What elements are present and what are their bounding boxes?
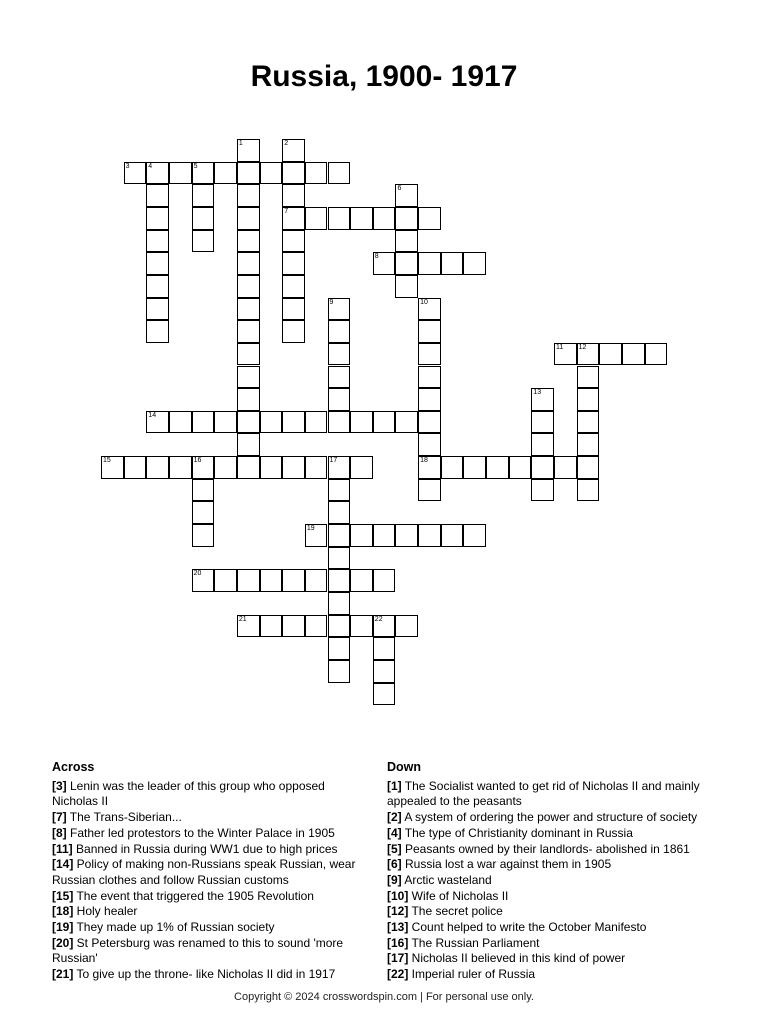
grid-cell[interactable]	[531, 388, 554, 411]
across-clue	[52, 889, 372, 905]
clue-number: [16]	[387, 935, 409, 950]
grid-cell[interactable]	[237, 139, 260, 162]
clue-text: The type of Christianity dominant in Russia	[401, 825, 633, 840]
grid-cell[interactable]	[373, 411, 396, 434]
grid-cell[interactable]	[350, 456, 373, 479]
cell-number: 16	[193, 457, 202, 465]
grid-cell[interactable]	[645, 343, 668, 366]
clue-number: [7]	[52, 810, 67, 825]
clue-text: They made up 1% of Russian society	[73, 920, 275, 935]
down-heading: Down	[387, 760, 422, 774]
grid-cell[interactable]	[237, 615, 260, 638]
grid-cell[interactable]	[169, 411, 192, 434]
grid-cell[interactable]	[237, 230, 260, 253]
grid-cell[interactable]	[554, 343, 577, 366]
cell-number: 15	[103, 457, 111, 465]
grid-cell[interactable]	[328, 615, 351, 638]
down-clue	[387, 904, 717, 920]
grid-cell[interactable]	[328, 456, 351, 479]
grid-cell[interactable]	[373, 637, 396, 660]
grid-cell[interactable]	[305, 524, 328, 547]
grid-cell[interactable]	[192, 524, 215, 547]
cell-number: 10	[420, 298, 428, 306]
grid-cell[interactable]	[237, 320, 260, 343]
grid-cell[interactable]	[328, 320, 351, 343]
grid-cell[interactable]	[486, 456, 509, 479]
grid-cell[interactable]	[395, 230, 418, 253]
grid-cell[interactable]	[328, 298, 351, 321]
grid-cell[interactable]	[577, 433, 600, 456]
grid-cell[interactable]	[328, 388, 351, 411]
clue-number: [20]	[52, 935, 74, 950]
grid-cell[interactable]	[441, 456, 464, 479]
grid-cell[interactable]	[328, 366, 351, 389]
grid-cell[interactable]	[260, 411, 283, 434]
grid-cell[interactable]	[124, 456, 147, 479]
grid-cell[interactable]	[146, 230, 169, 253]
grid-cell[interactable]	[146, 162, 169, 185]
grid-cell[interactable]	[395, 615, 418, 638]
grid-cell[interactable]	[328, 660, 351, 683]
grid-cell[interactable]	[146, 456, 169, 479]
grid-cell[interactable]	[282, 139, 305, 162]
clue-number: [10]	[387, 888, 409, 903]
clue-number: [12]	[387, 904, 409, 919]
clue-text: The secret police	[408, 904, 503, 919]
cell-number: 14	[148, 411, 157, 419]
cell-number: 21	[238, 615, 247, 623]
grid-cell[interactable]	[192, 501, 215, 524]
grid-cell[interactable]	[577, 456, 600, 479]
down-clue	[387, 967, 717, 983]
grid-cell[interactable]	[350, 524, 373, 547]
copyright-footer: Copyright © 2024 crosswordspin.com | For personal use only.	[234, 991, 534, 1003]
cell-number: 17	[329, 457, 338, 465]
down-clue	[387, 920, 717, 936]
grid-cell[interactable]	[146, 207, 169, 230]
clue-number: [11]	[52, 841, 73, 856]
clue-number: [17]	[387, 951, 409, 966]
grid-cell[interactable]	[237, 207, 260, 230]
cell-number: 20	[193, 570, 202, 578]
grid-cell[interactable]	[577, 388, 600, 411]
grid-cell[interactable]	[577, 411, 600, 434]
grid-cell[interactable]	[577, 366, 600, 389]
grid-cell[interactable]	[418, 320, 441, 343]
grid-cell[interactable]	[146, 320, 169, 343]
grid-cell[interactable]	[328, 547, 351, 570]
grid-cell[interactable]	[192, 456, 215, 479]
cell-number: 6	[397, 185, 402, 193]
grid-cell[interactable]	[282, 411, 305, 434]
down-clue	[387, 842, 717, 858]
clue-number: [2]	[387, 810, 402, 825]
grid-cell[interactable]	[237, 343, 260, 366]
cell-number: 18	[420, 457, 428, 465]
grid-cell[interactable]	[282, 456, 305, 479]
grid-cell[interactable]	[328, 479, 351, 502]
grid-cell[interactable]	[418, 366, 441, 389]
grid-cell[interactable]	[237, 298, 260, 321]
grid-cell[interactable]	[373, 252, 396, 275]
grid-cell[interactable]	[214, 411, 237, 434]
grid-cell[interactable]	[282, 252, 305, 275]
grid-cell[interactable]	[418, 388, 441, 411]
grid-cell[interactable]	[463, 524, 486, 547]
grid-cell[interactable]	[418, 411, 441, 434]
clue-number: [8]	[52, 825, 67, 840]
cell-number: 4	[148, 162, 153, 170]
grid-cell[interactable]	[328, 207, 351, 230]
grid-cell[interactable]	[531, 433, 554, 456]
across-clue	[52, 920, 372, 936]
down-clue	[387, 889, 717, 905]
down-clue	[387, 810, 717, 826]
grid-cell[interactable]	[237, 162, 260, 185]
down-clue	[387, 936, 717, 952]
clue-text: Father led protestors to the Winter Palace in 1905	[66, 825, 335, 840]
grid-cell[interactable]	[260, 569, 283, 592]
grid-cell[interactable]	[328, 524, 351, 547]
grid-cell[interactable]	[418, 207, 441, 230]
clue-text: Lenin was the leader of this group who opposed Nicholas II	[52, 778, 325, 809]
down-clue	[387, 826, 717, 842]
clue-text: The Trans-Siberian...	[66, 810, 182, 825]
grid-cell[interactable]	[373, 207, 396, 230]
grid-cell[interactable]	[328, 162, 351, 185]
grid-cell[interactable]	[373, 660, 396, 683]
grid-cell[interactable]	[305, 411, 328, 434]
down-clue	[387, 951, 717, 967]
grid-cell[interactable]	[282, 230, 305, 253]
grid-cell[interactable]	[237, 569, 260, 592]
grid-cell[interactable]	[282, 615, 305, 638]
grid-cell[interactable]	[192, 569, 215, 592]
grid-cell[interactable]	[192, 411, 215, 434]
grid-cell[interactable]	[395, 524, 418, 547]
grid-cell[interactable]	[577, 479, 600, 502]
grid-cell[interactable]	[441, 524, 464, 547]
clue-text: The Russian Parliament	[408, 935, 540, 950]
grid-cell[interactable]	[192, 230, 215, 253]
grid-cell[interactable]	[305, 162, 328, 185]
grid-cell[interactable]	[531, 479, 554, 502]
clue-text: Arctic wasteland	[401, 872, 492, 887]
clue-text: A system of ordering the power and structure of society	[401, 810, 698, 825]
cell-number: 12	[578, 343, 587, 351]
clue-text: Banned in Russia during WW1 due to high prices	[72, 841, 338, 856]
clue-text: To give up the throne- like Nicholas II did in 1917	[73, 967, 336, 982]
clue-number: [9]	[387, 872, 402, 887]
cell-number: 13	[533, 389, 542, 397]
grid-cell[interactable]	[282, 162, 305, 185]
across-clue	[52, 967, 372, 983]
grid-cell[interactable]	[192, 162, 215, 185]
cell-number: 19	[306, 525, 315, 533]
grid-cell[interactable]	[350, 569, 373, 592]
across-clue	[52, 936, 372, 967]
grid-cell[interactable]	[146, 184, 169, 207]
clue-text: The Socialist wanted to get rid of Nicholas II and mainly appealed to the peasants	[387, 778, 700, 809]
grid-cell[interactable]	[509, 456, 532, 479]
cell-number: 5	[193, 162, 198, 170]
grid-cell[interactable]	[146, 298, 169, 321]
cell-number: 11	[556, 343, 564, 351]
grid-cell[interactable]	[192, 184, 215, 207]
grid-cell[interactable]	[305, 569, 328, 592]
cell-number: 22	[374, 615, 383, 623]
grid-cell[interactable]	[418, 524, 441, 547]
clue-number: [22]	[387, 967, 409, 982]
grid-cell[interactable]	[350, 411, 373, 434]
grid-cell[interactable]	[237, 388, 260, 411]
across-clue	[52, 857, 372, 888]
clue-number: [14]	[52, 857, 74, 872]
clue-text: Holy healer	[73, 904, 138, 919]
cell-number: 3	[125, 162, 130, 170]
grid-cell[interactable]	[282, 275, 305, 298]
grid-cell[interactable]	[373, 615, 396, 638]
grid-cell[interactable]	[124, 162, 147, 185]
cell-number: 7	[284, 207, 289, 215]
grid-cell[interactable]	[101, 456, 124, 479]
grid-cell[interactable]	[192, 479, 215, 502]
grid-cell[interactable]	[169, 162, 192, 185]
grid-cell[interactable]	[350, 615, 373, 638]
grid-cell[interactable]	[237, 366, 260, 389]
grid-cell[interactable]	[395, 411, 418, 434]
grid-cell[interactable]	[305, 207, 328, 230]
cell-number: 1	[238, 140, 243, 147]
grid-cell[interactable]	[237, 411, 260, 434]
grid-cell[interactable]	[418, 343, 441, 366]
grid-cell[interactable]	[260, 456, 283, 479]
grid-cell[interactable]	[305, 615, 328, 638]
grid-cell[interactable]	[260, 615, 283, 638]
grid-cell[interactable]	[395, 252, 418, 275]
grid-cell[interactable]	[395, 207, 418, 230]
grid-cell[interactable]	[282, 298, 305, 321]
down-clue-list	[387, 779, 717, 983]
clue-text: Peasants owned by their landlords- abolished in 1861	[401, 841, 690, 856]
grid-cell[interactable]	[328, 569, 351, 592]
grid-cell[interactable]	[146, 275, 169, 298]
clue-text: Russia lost a war against them in 1905	[401, 857, 612, 872]
grid-cell[interactable]	[350, 207, 373, 230]
grid-cell[interactable]	[395, 275, 418, 298]
grid-cell[interactable]	[282, 184, 305, 207]
grid-cell[interactable]	[169, 456, 192, 479]
grid-cell[interactable]	[418, 456, 441, 479]
grid-cell[interactable]	[237, 275, 260, 298]
clue-text: The event that triggered the 1905 Revolution	[73, 888, 314, 903]
grid-cell[interactable]	[418, 298, 441, 321]
grid-cell[interactable]	[373, 683, 396, 706]
grid-cell[interactable]	[418, 433, 441, 456]
cell-number: 2	[284, 140, 289, 147]
grid-cell[interactable]	[577, 343, 600, 366]
grid-cell[interactable]	[237, 184, 260, 207]
grid-cell[interactable]	[260, 162, 283, 185]
cell-number: 9	[329, 298, 334, 306]
clue-number: [18]	[52, 904, 74, 919]
down-clue	[387, 857, 717, 873]
across-clue	[52, 904, 372, 920]
clue-text: Policy of making non-Russians speak Russian, wear Russian clothes and follow Russian customs	[52, 857, 356, 887]
clue-number: [1]	[387, 778, 402, 793]
grid-cell[interactable]	[282, 207, 305, 230]
across-clues	[52, 760, 372, 983]
clue-number: [6]	[387, 857, 402, 872]
grid-cell[interactable]	[237, 433, 260, 456]
across-clue	[52, 779, 372, 810]
grid-cell[interactable]	[531, 411, 554, 434]
grid-cell[interactable]	[214, 569, 237, 592]
grid-cell[interactable]	[599, 343, 622, 366]
grid-cell[interactable]	[192, 207, 215, 230]
grid-cell[interactable]	[554, 456, 577, 479]
grid-cell[interactable]	[463, 252, 486, 275]
grid-cell[interactable]	[214, 162, 237, 185]
grid-cell[interactable]	[237, 252, 260, 275]
grid-cell[interactable]	[328, 637, 351, 660]
grid-cell[interactable]	[373, 524, 396, 547]
grid-cell[interactable]	[146, 252, 169, 275]
clue-number: [15]	[52, 888, 74, 903]
down-clue	[387, 873, 717, 889]
clue-number: [3]	[52, 778, 67, 793]
grid-cell[interactable]	[282, 320, 305, 343]
clue-number: [13]	[387, 920, 409, 935]
clue-number: [4]	[387, 825, 402, 840]
clue-text: Nicholas II believed in this kind of power	[408, 951, 626, 966]
clue-text: Count helped to write the October Manifesto	[408, 920, 647, 935]
down-clue	[387, 779, 717, 810]
grid-cell[interactable]	[418, 252, 441, 275]
grid-cell[interactable]	[282, 569, 305, 592]
across-clue-list	[52, 779, 372, 983]
grid-cell[interactable]	[328, 592, 351, 615]
grid-cell[interactable]	[463, 456, 486, 479]
clue-text: Imperial ruler of Russia	[408, 967, 536, 982]
grid-cell[interactable]	[214, 456, 237, 479]
down-clues	[387, 760, 717, 983]
page-title: Russia, 1900- 1917	[250, 60, 518, 93]
clue-text: St Petersburg was renamed to this to sound 'more Russian'	[52, 935, 344, 966]
grid-cell[interactable]	[441, 252, 464, 275]
grid-cell[interactable]	[395, 184, 418, 207]
grid-cell[interactable]	[146, 411, 169, 434]
grid-cell[interactable]	[622, 343, 645, 366]
grid-cell[interactable]	[531, 456, 554, 479]
grid-cell[interactable]	[373, 569, 396, 592]
grid-cell[interactable]	[328, 411, 351, 434]
grid-cell[interactable]	[418, 479, 441, 502]
clue-number: [5]	[387, 841, 402, 856]
across-heading: Across	[52, 760, 95, 774]
across-clue	[52, 842, 372, 858]
clue-number: [21]	[52, 967, 74, 982]
grid-cell[interactable]	[305, 456, 328, 479]
clue-text: Wife of Nicholas II	[408, 888, 509, 903]
grid-cell[interactable]	[328, 343, 351, 366]
across-clue	[52, 810, 372, 826]
grid-cell[interactable]	[237, 456, 260, 479]
grid-cell[interactable]	[328, 501, 351, 524]
across-clue	[52, 826, 372, 842]
clue-number: [19]	[52, 920, 74, 935]
cell-number: 8	[374, 253, 379, 261]
